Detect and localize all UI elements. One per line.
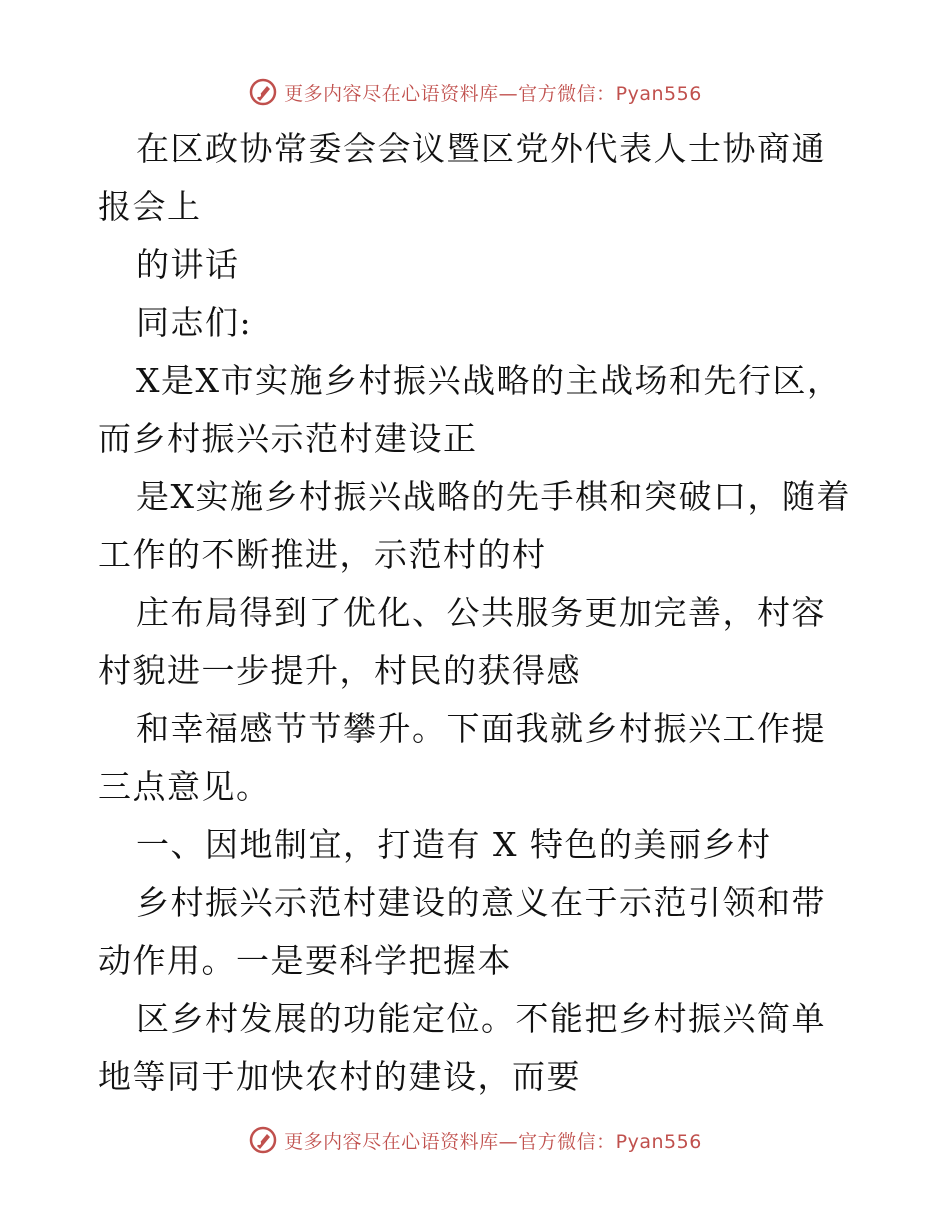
body-paragraph: X是X市实施乡村振兴战略的主战场和先行区，而乡村振兴示范村建设正 [98,361,842,458]
salutation: 同志们: [136,303,253,342]
body-paragraph: 是X实施乡村振兴战略的先手棋和突破口，随着工作的不断推进，示范村的村 [98,477,851,574]
pen-logo-icon [248,77,278,107]
watermark-text: 更多内容尽在心语资料库—官方微信：Pyan556 [284,82,702,105]
footer-watermark-banner [0,1120,950,1160]
header-watermark-banner [0,72,950,112]
pen-logo-icon [248,1125,278,1155]
body-paragraph: 区乡村发展的功能定位。不能把乡村振兴简单地等同于加快农村的建设，而要 [98,999,826,1096]
body-paragraph: 庄布局得到了优化、公共服务更加完善，村容村貌进一步提升，村民的获得感 [98,593,826,690]
section-heading: 一、因地制宜，打造有 X 特色的美丽乡村 [136,825,772,864]
body-paragraph: 乡村振兴示范村建设的意义在于示范引领和带动作用。一是要科学把握本 [98,883,826,980]
watermark-text: 更多内容尽在心语资料库—官方微信：Pyan556 [284,1130,702,1153]
body-paragraph: 和幸福感节节攀升。下面我就乡村振兴工作提三点意见。 [98,709,826,806]
document-body [98,120,858,1106]
speech-title-continued: 的讲话 [136,245,240,284]
speech-title: 在区政协常委会会议暨区党外代表人士协商通报会上 [98,129,826,226]
